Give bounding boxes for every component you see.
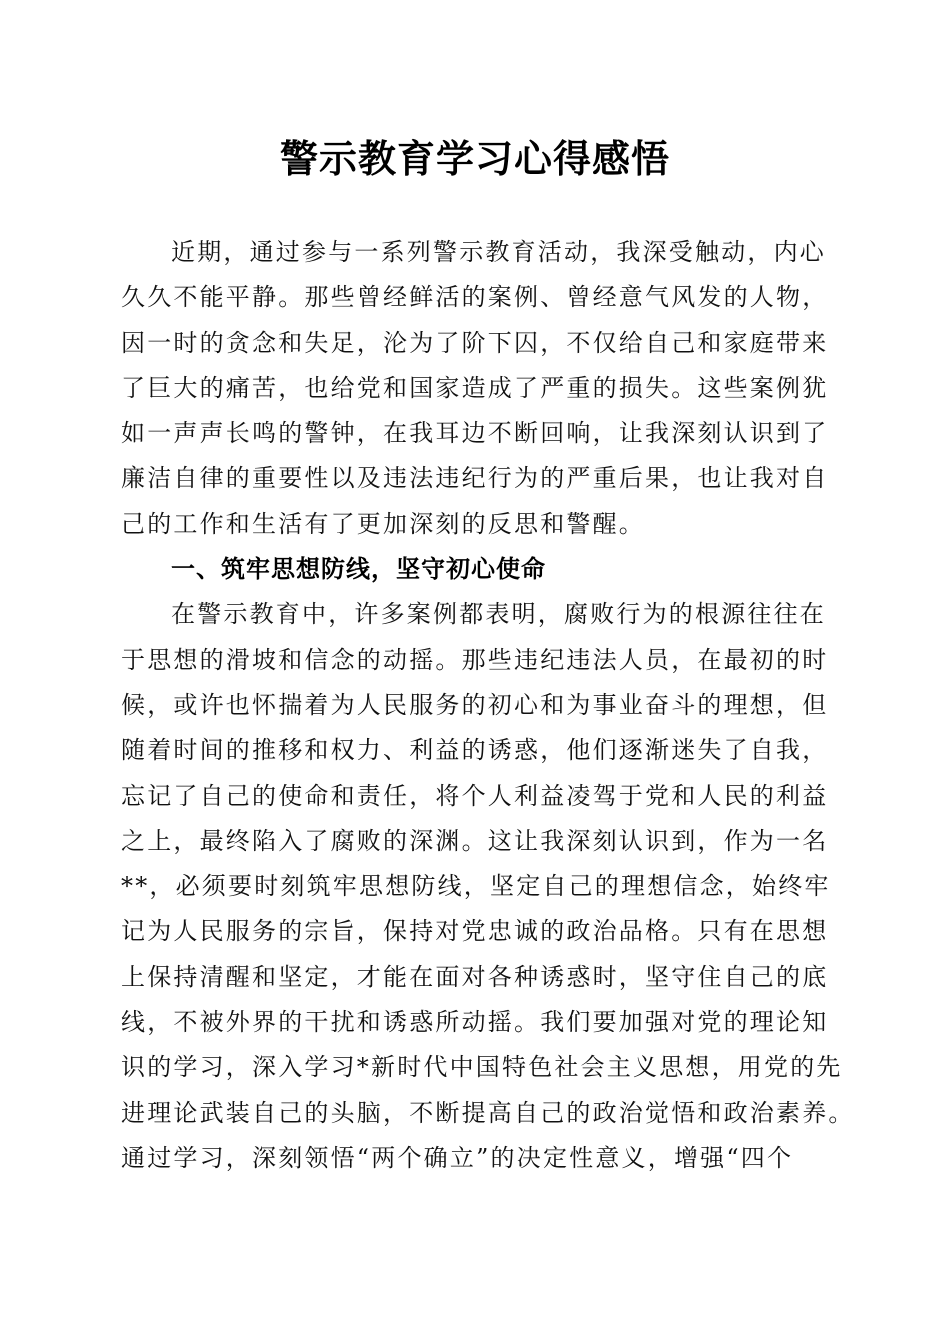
paragraph-line: 廉洁自律的重要性以及违法违纪行为的严重后果，也让我对自 <box>121 464 829 493</box>
section-heading: 一、筑牢思想防线，坚守初心使命 <box>171 555 546 584</box>
paragraph-line: 上保持清醒和坚定，才能在面对各种诱惑时，坚守住自己的底 <box>121 962 829 991</box>
paragraph-line: 己的工作和生活有了更加深刻的反思和警醒。 <box>121 509 645 538</box>
paragraph-line: 在警示教育中，许多案例都表明，腐败行为的根源往往在 <box>171 600 826 629</box>
paragraph-line: 了巨大的痛苦，也给党和国家造成了严重的损失。这些案例犹 <box>121 373 829 402</box>
paragraph-line: 记为人民服务的宗旨，保持对党忠诚的政治品格。只有在思想 <box>121 917 829 946</box>
document-title: 警示教育学习心得感悟 <box>279 136 670 181</box>
paragraph-line: 如一声声长鸣的警钟，在我耳边不断回响，让我深刻认识到了 <box>121 419 829 448</box>
paragraph-line: 候，或许也怀揣着为人民服务的初心和为事业奋斗的理想，但 <box>121 690 829 719</box>
paragraph-line: 之上，最终陷入了腐败的深渊。这让我深刻认识到，作为一名 <box>121 826 829 855</box>
paragraph-line: 通过学习，深刻领悟“两个确立”的决定性意义，增强“四个 <box>121 1143 794 1172</box>
paragraph-line: 随着时间的推移和权力、利益的诱惑，他们逐渐迷失了自我， <box>121 736 829 765</box>
paragraph-line: 因一时的贪念和失足，沦为了阶下囚，不仅给自己和家庭带来 <box>121 328 829 357</box>
paragraph-line: **，必须要时刻筑牢思想防线，坚定自己的理想信念，始终牢 <box>121 872 831 901</box>
paragraph-line: 识的学习，深入学习*新时代中国特色社会主义思想，用党的先 <box>121 1053 843 1082</box>
paragraph-line: 进理论武装自己的头脑，不断提高自己的政治觉悟和政治素养。 <box>121 1098 855 1127</box>
paragraph-line: 近期，通过参与一系列警示教育活动，我深受触动，内心 <box>171 238 826 266</box>
paragraph-line: 久久不能平静。那些曾经鲜活的案例、曾经意气风发的人物， <box>121 283 829 312</box>
document-body <box>121 230 855 1181</box>
paragraph-line: 线，不被外界的干扰和诱惑所动摇。我们要加强对党的理论知 <box>121 1008 829 1037</box>
paragraph-line: 忘记了自己的使命和责任，将个人利益凌驾于党和人民的利益 <box>121 781 829 810</box>
paragraph-line: 于思想的滑坡和信念的动摇。那些违纪违法人员，在最初的时 <box>121 645 829 674</box>
